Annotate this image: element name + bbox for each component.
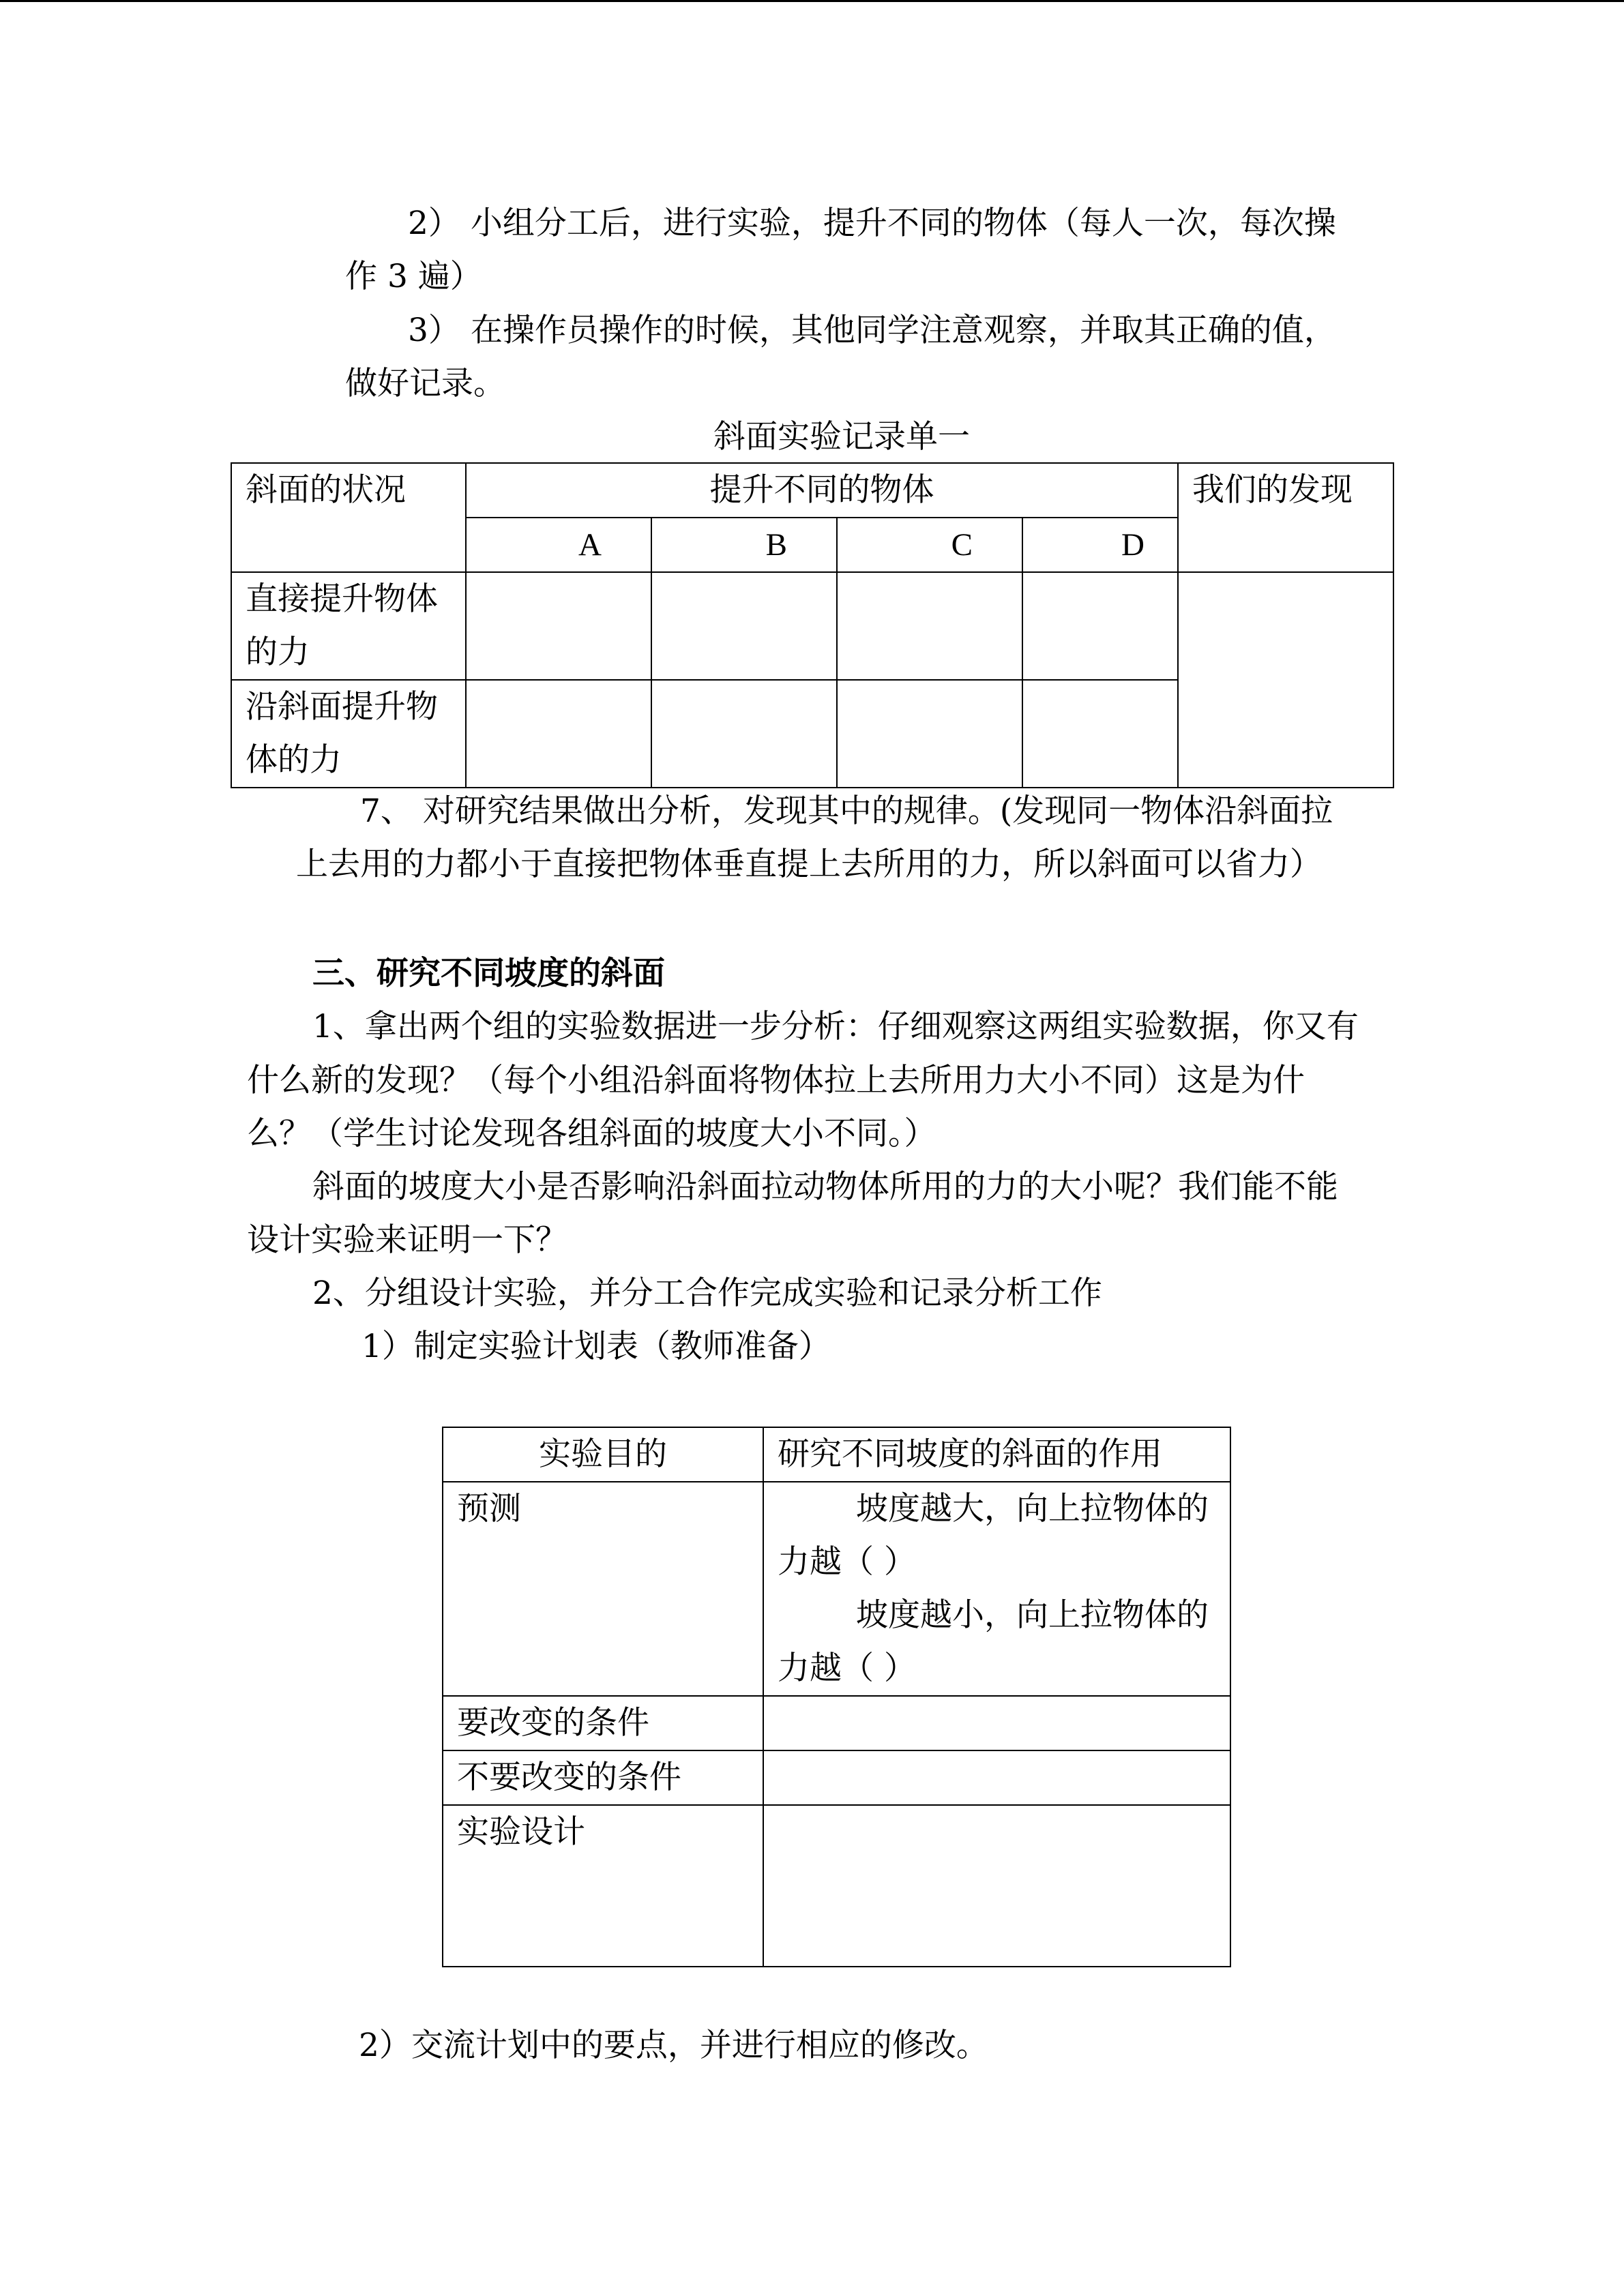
header-our-findings: 我们的发现 [1178, 463, 1393, 572]
section3-p1-line3: 么？（学生讨论发现各组斜面的坡度大小不同。） [247, 1115, 936, 1152]
keep-condition-value [763, 1750, 1230, 1805]
predict-line2: 力越（ ） [778, 1543, 916, 1581]
header-slope-state: 斜面的状况 [231, 463, 466, 572]
table1-caption: 斜面实验记录单一 [713, 418, 970, 456]
cell-direct-d [1022, 572, 1178, 680]
object-a-header: A [466, 518, 651, 572]
purpose-value: 研究不同坡度的斜面的作用 [763, 1427, 1230, 1482]
row-direct-lift-label-line1: 直接提升物体 [246, 580, 438, 618]
page-top-border [0, 0, 1624, 2]
predict-value [763, 1482, 1230, 1696]
section3-p2-line2: 设计实验来证明一下？ [247, 1221, 567, 1259]
cell-direct-a [466, 572, 651, 680]
row-direct-lift-label-line2: 的力 [246, 633, 310, 671]
change-condition-label: 要改变的条件 [443, 1696, 763, 1750]
cell-slope-b [651, 680, 837, 788]
cell-slope-c [837, 680, 1022, 788]
row-slope-lift-label [231, 680, 466, 788]
step3-line2: 做好记录。 [345, 365, 505, 402]
record-table-1 [231, 462, 1394, 788]
row-slope-lift-label-line1: 沿斜面提升物 [246, 688, 438, 726]
header-lift-objects: 提升不同的物体 [466, 463, 1178, 518]
cell-direct-b [651, 572, 837, 680]
keep-condition-label: 不要改变的条件 [443, 1750, 763, 1805]
section3-heading: 三、研究不同坡度的斜面 [312, 955, 665, 992]
analysis-line2: 上去用的力都小于直接把物体垂直提上去所用的力，所以斜面可以省力） [296, 846, 1322, 883]
experiment-plan-table [442, 1427, 1231, 1967]
purpose-label: 实验目的 [443, 1427, 763, 1482]
predict-label: 预测 [443, 1482, 763, 1696]
section3-p1-line1: 1、拿出两个组的实验数据进一步分析：仔细观察这两组实验数据，你又有 [312, 1008, 1359, 1045]
row-slope-lift-label-line2: 体的力 [246, 741, 342, 779]
predict-line1: 坡度越大，向上拉物体的 [856, 1490, 1209, 1527]
change-condition-value [763, 1696, 1230, 1750]
object-d-header: D [1022, 518, 1178, 572]
predict-line4: 力越（ ） [778, 1650, 916, 1687]
step2-line2: 作 3 遍） [345, 258, 482, 295]
cell-findings [1178, 572, 1393, 788]
cell-slope-d [1022, 680, 1178, 788]
row-direct-lift-label [231, 572, 466, 680]
cell-direct-c [837, 572, 1022, 680]
object-b-header: B [651, 518, 837, 572]
step3-line1: 3） 在操作员操作的时候，其他同学注意观察，并取其正确的值， [408, 312, 1336, 349]
section3-p4: 1）制定实验计划表（教师准备） [361, 1328, 831, 1365]
analysis-line1: 7、 对研究结果做出分析，发现其中的规律。(发现同一物体沿斜面拉 [360, 792, 1333, 830]
step2-line1: 2） 小组分工后，进行实验，提升不同的物体（每人一次，每次操 [408, 205, 1336, 242]
section3-p3: 2、分组设计实验，并分工合作完成实验和记录分析工作 [312, 1274, 1102, 1312]
section3-p2-line1: 斜面的坡度大小是否影响沿斜面拉动物体所用的力的大小呢？我们能不能 [312, 1168, 1338, 1206]
closing-line: 2）交流计划中的要点，并进行相应的修改。 [359, 2027, 988, 2064]
object-c-header: C [837, 518, 1022, 572]
design-value [763, 1805, 1230, 1967]
predict-line3: 坡度越小，向上拉物体的 [856, 1596, 1209, 1634]
design-label: 实验设计 [443, 1805, 763, 1967]
section3-p1-line2: 什么新的发现？（每个小组沿斜面将物体拉上去所用力大小不同）这是为什 [247, 1062, 1305, 1099]
cell-slope-a [466, 680, 651, 788]
